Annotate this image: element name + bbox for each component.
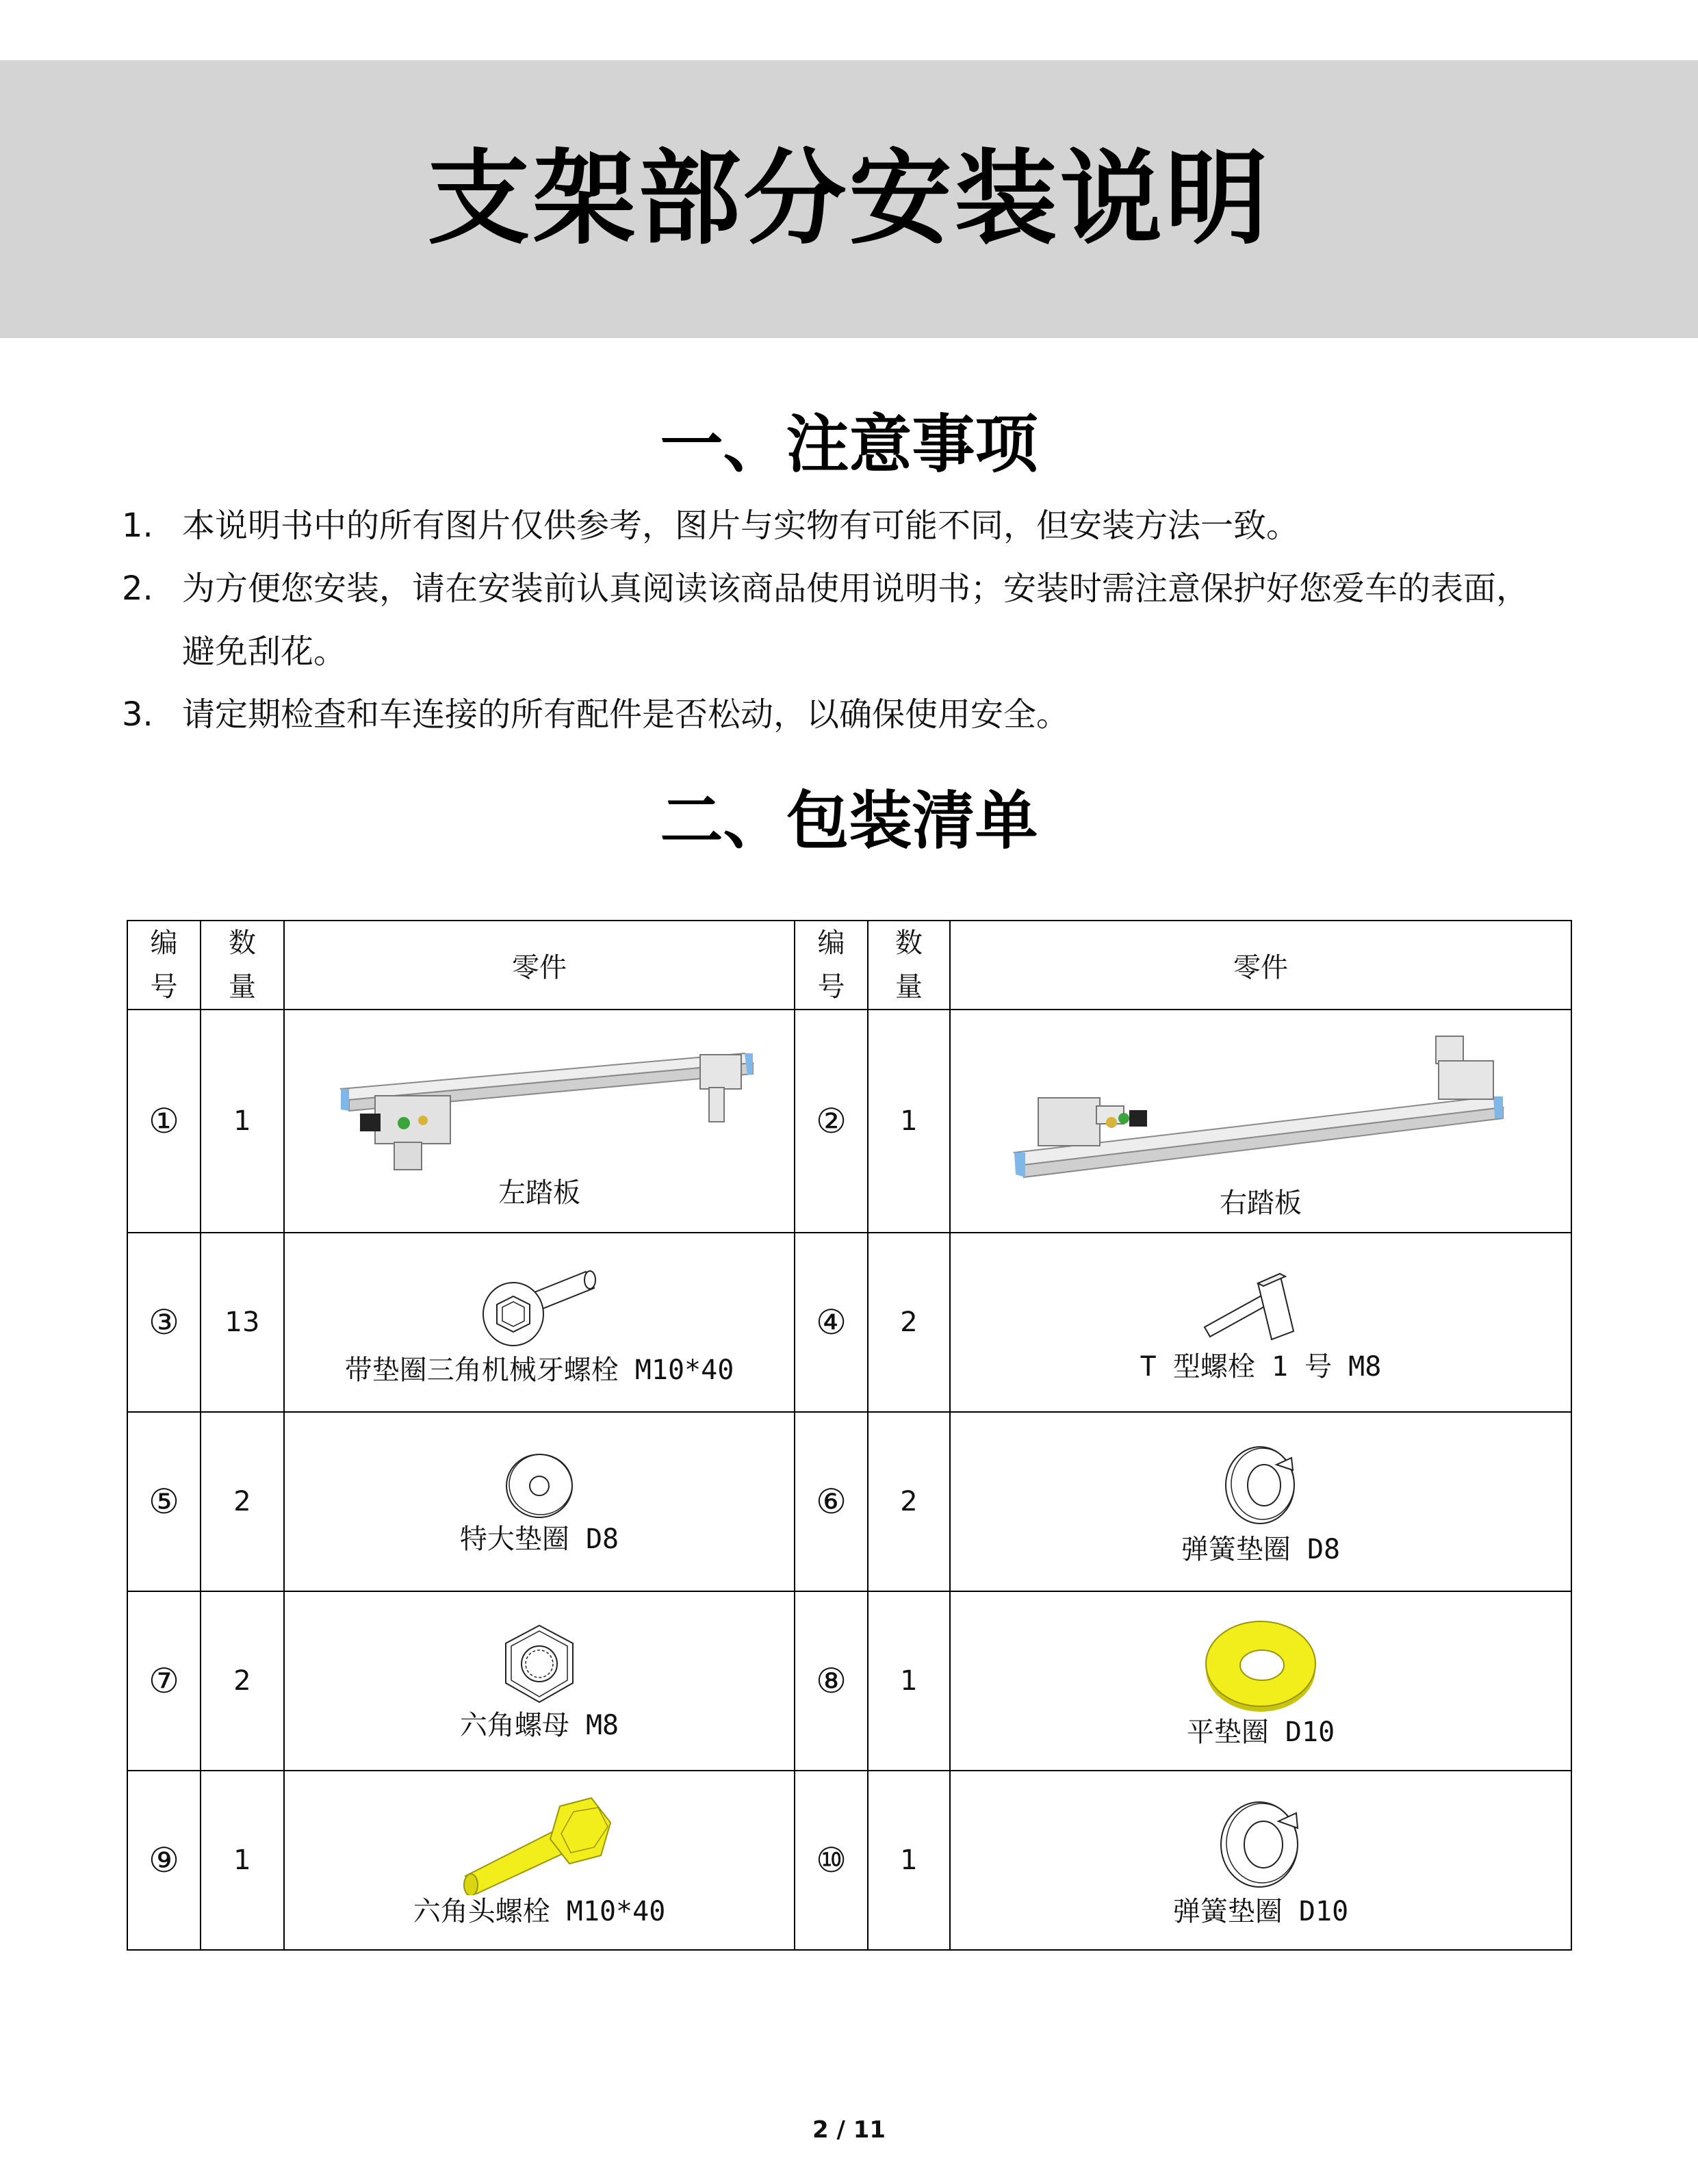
item-name: 右踏板 — [1220, 1187, 1302, 1219]
table-row — [127, 1233, 1571, 1412]
item-index: ④ — [795, 1233, 868, 1412]
t-bolt-icon — [1192, 1261, 1329, 1350]
item-name: 弹簧垫圈 D8 — [1181, 1534, 1341, 1565]
table-row — [127, 1591, 1571, 1771]
item-name: 弹簧垫圈 D10 — [1172, 1896, 1349, 1927]
item-index: ⑥ — [795, 1412, 868, 1591]
item-quantity: 2 — [868, 1233, 950, 1412]
item-part — [950, 1771, 1571, 1950]
note-item-1 — [122, 494, 1600, 557]
item-quantity: 2 — [201, 1591, 284, 1771]
note-text: 请定期检查和车连接的所有配件是否松动，以确保使用安全。 — [182, 695, 1070, 734]
hex-bolt-icon — [457, 1793, 621, 1895]
item-part — [284, 1010, 795, 1233]
item-part — [950, 1591, 1571, 1771]
item-quantity: 1 — [201, 1771, 284, 1950]
note-text: 本说明书中的所有图片仅供参考，图片与实物有可能不同，但安装方法一致。 — [182, 506, 1300, 545]
note-number: 3. — [122, 695, 153, 734]
item-index: ⑩ — [795, 1771, 868, 1950]
item-quantity: 1 — [868, 1591, 950, 1771]
notes-list — [122, 494, 1600, 746]
item-name: 左踏板 — [498, 1177, 580, 1209]
item-index: ① — [127, 1010, 201, 1233]
flange-bolt-icon — [471, 1258, 608, 1354]
item-quantity: 1 — [868, 1771, 950, 1950]
header-index: 编 号 — [127, 921, 201, 1010]
item-name: T 型螺栓 1 号 M8 — [1140, 1351, 1382, 1383]
note-text: 为方便您安装，请在安装前认真阅读该商品使用说明书；安装时需注意保护好您爱车的表面， — [182, 569, 1530, 608]
note-text-continued: 避免刮花。 — [182, 632, 347, 671]
note-item-3 — [122, 683, 1600, 746]
item-quantity: 1 — [868, 1010, 950, 1233]
table-header-row — [127, 921, 1571, 1010]
item-part — [284, 1591, 795, 1771]
item-part — [950, 1412, 1571, 1591]
item-name: 六角螺母 M8 — [459, 1710, 619, 1741]
packing-heading: 二、包装清单 — [660, 784, 1038, 858]
left-step-board-icon — [320, 1033, 758, 1177]
page-number: 2 / 11 — [812, 2116, 886, 2144]
table-row — [127, 1771, 1571, 1950]
item-name: 六角头螺栓 M10*40 — [413, 1896, 666, 1927]
item-name: 特大垫圈 D8 — [459, 1524, 619, 1555]
note-number: 2. — [122, 569, 153, 608]
item-part — [284, 1412, 795, 1591]
item-name: 平垫圈 D10 — [1186, 1717, 1335, 1748]
item-part — [950, 1010, 1571, 1233]
spring-washer-icon — [1216, 1437, 1305, 1533]
item-index: ⑦ — [127, 1591, 201, 1771]
item-quantity: 2 — [868, 1412, 950, 1591]
item-quantity: 1 — [201, 1010, 284, 1233]
large-washer-icon — [498, 1448, 580, 1523]
packing-table — [127, 920, 1572, 1951]
item-index: ⑧ — [795, 1591, 868, 1771]
header-part: 零件 — [284, 921, 795, 1010]
hex-nut-icon — [495, 1620, 584, 1709]
page-title: 支架部分安装说明 — [427, 140, 1271, 259]
item-index: ③ — [127, 1233, 201, 1412]
table-row — [127, 1010, 1571, 1233]
item-part — [284, 1771, 795, 1950]
item-part — [950, 1233, 1571, 1412]
flat-washer-icon — [1199, 1613, 1322, 1716]
item-index: ② — [795, 1010, 868, 1233]
right-step-board-icon — [1001, 1023, 1521, 1187]
item-part — [284, 1233, 795, 1412]
spring-washer-icon — [1213, 1793, 1309, 1895]
header-quantity: 数 量 — [201, 921, 284, 1010]
header-index: 编 号 — [795, 921, 868, 1010]
table-row — [127, 1412, 1571, 1591]
item-index: ⑤ — [127, 1412, 201, 1591]
item-index: ⑨ — [127, 1771, 201, 1950]
title-banner — [0, 60, 1698, 338]
item-quantity: 13 — [201, 1233, 284, 1412]
notes-heading: 一、注意事项 — [660, 408, 1038, 481]
header-part: 零件 — [950, 921, 1571, 1010]
item-name: 带垫圈三角机械牙螺栓 M10*40 — [344, 1354, 734, 1386]
item-quantity: 2 — [201, 1412, 284, 1591]
note-item-2 — [122, 557, 1600, 683]
note-number: 1. — [122, 506, 153, 545]
header-quantity: 数 量 — [868, 921, 950, 1010]
